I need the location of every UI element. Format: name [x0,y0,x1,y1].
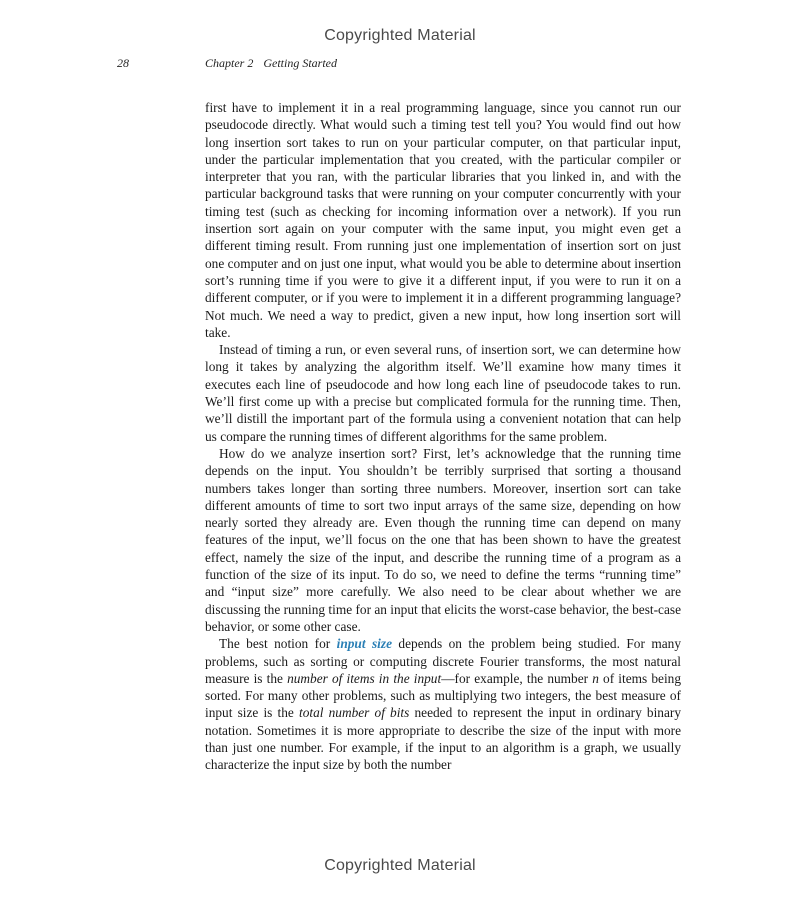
emphasis-bits: total number of bits [298,705,410,721]
paragraph-3: How do we analyze insertion sort? First, let’s acknowledge that the running time depends on the input. You shouldn’t be terribly surprised that sorting a thousand numbers takes longer than sorting three numbers. Moreover, insertion sort can take different amounts of time to sort two input arrays of the same size, depending on how nearly sorted they already are. Even though the running time can depend on many features of the input, we’ll focus on the one that has been shown to have the greatest effect, namely the size of the input, and describe the running time of a program as a function of the size of its input. To do so, we need to define the terms “running time” and “input size” more carefully. We also need to be clear about whether we are discussing the running time for an input that elicits the worst-case behavior, the best-case behavior, or some other case. [205,445,682,634]
watermark-top: Copyrighted Material [324,27,476,44]
term-input-size: input size [336,636,392,652]
body-text [205,99,681,774]
paragraph-4-text: —for example, the number [441,670,593,686]
emphasis-items: number of items in the input [287,670,442,686]
paragraph-4-text: of items being sorted. For many other problems, such as multiplying two integers, the best measure of input size is the [205,670,682,721]
page-number: 28 [117,56,129,70]
paragraph-2: Instead of timing a run, or even several runs, of insertion sort, we can determine how long it takes by analyzing the algorithm itself. We’ll examine how many times it executes each line of pseudocode and how long each line of pseudocode takes to run. We’ll first come up with a precise but complicated formula for the running time. Then, we’ll distill the important part of the formula using a convenient notation that can help us compare the running times of different algorithms for the same problem. [205,342,681,444]
paragraph-4 [205,635,681,773]
chapter-heading [205,56,337,71]
math-variable-n: n [592,670,599,686]
paragraph-4-text: depends on the problem being studied. For many problems, such as sorting or computing discrete Fourier transforms, the most natural measure is the [205,636,681,686]
running-head [0,56,800,72]
paragraph-4-text: needed to represent the input in ordinary binary notation. Sometimes it is more appropriate to describe the size of the input with more than just one number. For example, if the input to an algorithm is a graph, we usually characterize the input size by both the number [205,705,681,773]
paragraph-1: first have to implement it in a real programming language, since you cannot run our pseudocode directly. What would such a timing test tell you? You would find out how long insertion sort takes to run on your particular computer, on that particular input, under the particular implementation that you created, with the particular compiler or interpreter that you ran, with the particular libraries that you linked in, and with the particular background tasks that were running on your computer concurrently with your timing test (such as checking for incoming information over a network). If you run insertion sort again on your computer with the same input, you might even get a different timing result. From running just one implementation of insertion sort on just one computer and on just one input, what would you be able to determine about insertion sort’s running time if you were to give it a different input, if you were to run it on a different computer, or if you were to implement it in a different programming language? Not much. We need a way to predict, given a new input, how long insertion sort will take. [205,100,681,340]
chapter-number: Chapter 2 [205,56,254,70]
chapter-title: Getting Started [263,56,338,70]
paragraph-4-text: The best notion for [219,636,337,652]
watermark-bottom: Copyrighted Material [324,857,476,874]
